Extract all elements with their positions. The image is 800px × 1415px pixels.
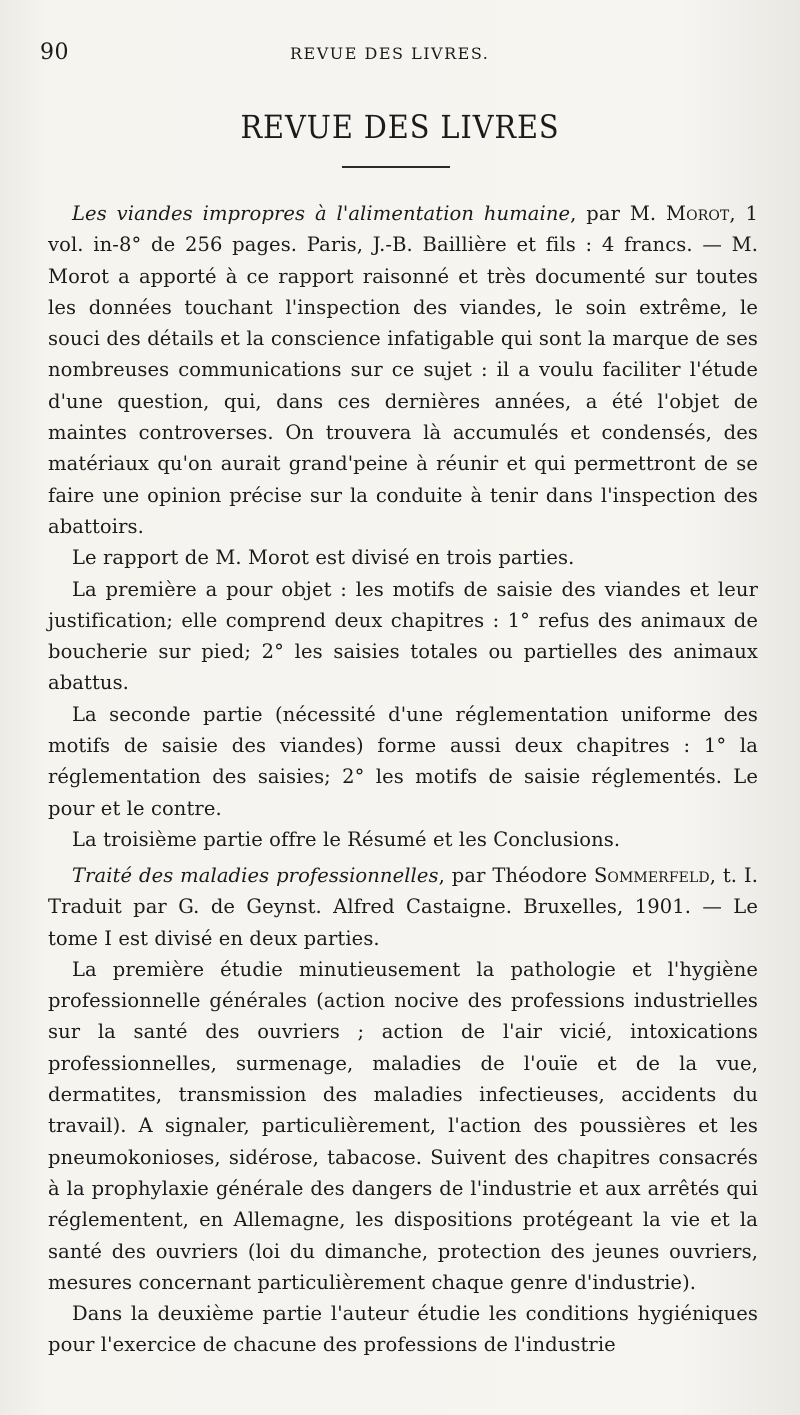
review-sommerfeld	[48, 860, 758, 1361]
book-title: Les viandes impropres à l'alimentation humaine	[72, 202, 571, 225]
byline: , par M.	[570, 202, 667, 225]
running-title: REVUE DES LIVRES.	[290, 44, 490, 63]
author-name: Morot	[666, 202, 730, 225]
review-paragraph: Le rapport de M. Morot est divisé en trois parties.	[72, 546, 575, 570]
review-morot	[48, 198, 758, 855]
book-title: Traité des maladies professionnelles	[72, 864, 439, 887]
title-divider	[342, 166, 450, 168]
byline: , par Théodore	[438, 864, 594, 887]
review-lead-paragraph	[48, 860, 758, 954]
bibliographic-details: , t. I. Traduit par G. de Geynst. Alfred Castaigne. Bruxelles, 1901. — Le tome I est divisé en deux parties.	[48, 864, 759, 950]
review-lead-paragraph	[48, 198, 758, 542]
page-number: 90	[40, 40, 69, 65]
review-paragraph: La première a pour objet : les motifs de saisie des viandes et leur justification; elle comprend deux chapitres : 1° refus des animaux de boucherie sur pied; 2° les saisies totales ou partielles des animaux abattus.	[48, 577, 758, 695]
review-paragraph: La première étudie minutieusement la pathologie et l'hygiène professionnelle générales (action nocive des professions industrielles sur la santé des ouvriers ; action de l'air vicié, intoxications professionnelles, surmenage, maladies de l'ouïe et de la vue, dermatites, transmission des maladies infectieuses, accidents du travail). A signaler, particulièrement, l'action des poussières et les pneumokonioses, sidérose, tabacose. Suivent des chapitres consacrés à la prophylaxie générale des dangers de l'industrie et aux arrêtés qui réglementent, en Allemagne, les dispositions protégeant la vie et la santé des ouvriers (loi du dimanche, protection des jeunes ouvriers, mesures concernant particulièrement chaque genre d'industrie).	[48, 957, 758, 1294]
review-paragraph: Dans la deuxième partie l'auteur étudie les conditions hygiéniques pour l'exercice de chacune des professions de l'industrie	[48, 1302, 758, 1357]
review-paragraph: La seconde partie (nécessité d'une réglementation uniforme des motifs de saisie des viandes) forme aussi deux chapitres : 1° la réglementation des saisies; 2° les motifs de saisie réglementés. Le pour et le contre.	[48, 702, 758, 820]
review-paragraph: La troisième partie offre le Résumé et les Conclusions.	[72, 827, 621, 851]
bibliographic-details: , 1 vol. in-8° de 256 pages. Paris, J.-B. Baillière et fils : 4 francs. — M. Morot a apporté à ce rapport raisonné et très documenté sur toutes les données touchant l'inspection des viandes, le soin extrême, le souci des détails et la conscience infatigable qui sont la marque de ses nombreuses communications sur ce sujet : il a voulu faciliter l'étude d'une question, qui, dans ces dernières années, a été l'objet de maintes controverses. On trouvera là accumulés et condensés, des matériaux qu'on aurait grand'peine à réunir et qui permettront de se faire une opinion précise sur la conduite à tenir dans l'inspection des abattoirs.	[48, 202, 758, 538]
running-header	[40, 40, 760, 72]
author-name: Sommerfeld	[593, 864, 710, 887]
section-title: REVUE DES LIVRES	[240, 108, 560, 146]
